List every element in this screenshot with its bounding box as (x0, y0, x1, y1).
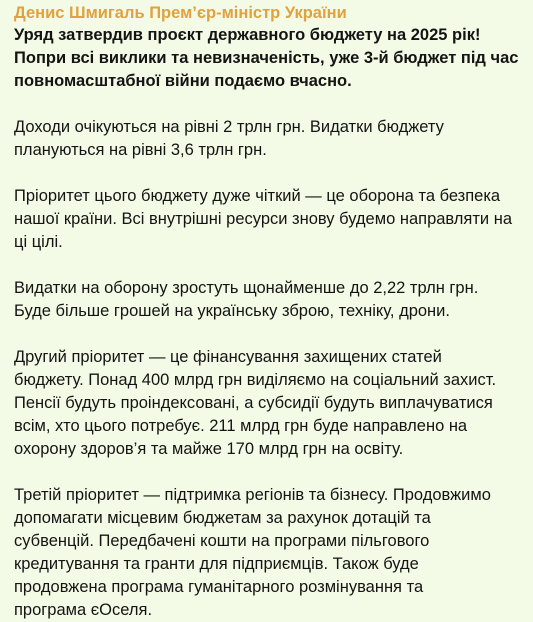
paragraph-defense-spending (14, 277, 525, 323)
message-headline (14, 24, 525, 93)
paragraph-priority-defense (14, 185, 525, 254)
paragraph-line: Буде більше грошей на українську зброю, техніку, дрони. (14, 302, 450, 320)
paragraph-line: ці цілі. (14, 233, 63, 251)
paragraph-line: Пріоритет цього бюджету дуже чіткий — це оборона та безпека (14, 187, 501, 205)
paragraph-social-protection (14, 346, 525, 461)
paragraph-line: охорону здоров’я та майже 170 млрд грн на освіту. (14, 440, 404, 458)
paragraph-line: кредитування та гранти для підприємців. Також буде (14, 555, 419, 573)
paragraph-line: програма єОселя. (14, 601, 153, 619)
paragraph-line: Доходи очікуються на рівні 2 трлн грн. Видатки бюджету (14, 118, 444, 136)
paragraph-line: допомагати місцевим бюджетам за рахунок дотацій та (14, 509, 431, 527)
paragraph-regions-business (14, 484, 525, 622)
headline-line: Уряд затвердив проєкт державного бюджету на 2025 рік! (14, 26, 481, 44)
paragraph-line: Третій пріоритет — підтримка регіонів та бізнесу. Продовжимо (14, 486, 491, 504)
paragraph-line: плануються на рівні 3,6 трлн грн. (14, 141, 267, 159)
paragraph-revenue (14, 116, 525, 162)
paragraph-line: всім, хто цього потребує. 211 млрд грн буде направлено на (14, 417, 468, 435)
headline-line: повномасштабної війни подаємо вчасно. (14, 72, 352, 90)
paragraph-line: Пенсії будуть проіндексовані, а субсидії будуть виплачуватися (14, 394, 493, 412)
paragraph-line: нашої країни. Всі внутрішні ресурси знову будемо направляти на (14, 210, 513, 228)
paragraph-line: Другий пріоритет — це фінансування захищених статей (14, 348, 442, 366)
paragraph-line: Видатки на оборону зростуть щонайменше до 2,22 трлн грн. (14, 279, 479, 297)
paragraph-line: субвенцій. Передбачені кошти на програми пільгового (14, 532, 430, 550)
paragraph-line: бюджету. Понад 400 млрд грн виділяємо на соціальний захист. (14, 371, 497, 389)
paragraph-line: продовжена програма гуманітарного розмінування та (14, 578, 424, 596)
sender-name[interactable]: Денис Шмигаль Прем’єр-міністр України (14, 4, 347, 22)
headline-line: Попри всі виклики та невизначеність, уже 3-й бюджет під час (14, 49, 519, 67)
